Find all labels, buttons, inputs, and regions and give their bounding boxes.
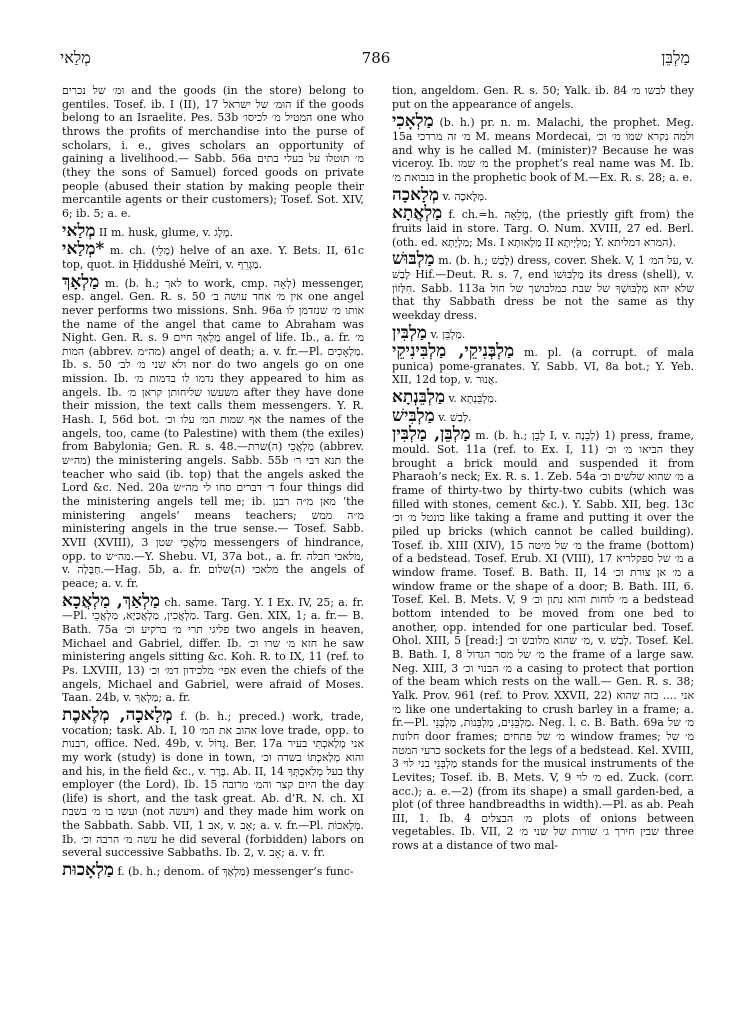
dictionary-entry [392, 184, 694, 205]
dictionary-entry [392, 387, 694, 408]
dictionary-entry [392, 84, 694, 111]
entry-headword: מַלְבֵּן, מַלְבִּין [392, 424, 471, 445]
entry-text: f. (b. h.; preced.) work, trade, vocation; task. Ab. I, 10 אהוב את המ׳ love trade, opp. to רבנות, office. Ned. 49b, v. גָּדוֹל. Ber. 17a אני מְלַאכְתִּי בעיר my work (study) is done in town, והוא מְלַאכְתּוֹ בשדה וכ׳ and his, in the field &c., v. בָּרָר. Ab. II, 14 בעל מְלַאכְתְּךָ thy employer (the Lord). Ib. 15 היום קצר והמ׳ מרובה the day (life) is short, and the task great. Ab. d’R. N. ch. XI ועשו בו מ׳ בשבת (not ויעשה) and they made him work on the Sabbath. Sabb. VII, 1 אב, v. אָב; a. v. fr.—Pl. מְלָאכוֹת. Ib. עשה מ׳ הרבה וכ׳ he did several (forbidden) labors on several successive Sabbaths. Ib. 2, v. אָב; a. v. fr. [62, 709, 365, 860]
entry-headword: מַלְאָכִי [392, 111, 434, 132]
right-catchword: מַלְבֵּן [661, 48, 690, 67]
dictionary-entry [392, 111, 695, 184]
entry-text: v. מַלְבֵּן. [430, 327, 466, 341]
entry-text: (b. h.) pr. n. m. Malachi, the prophet. Meg. 15a מ׳ זה מרדכי M. means Mordecai, ולמה נקרא שמו מ׳ וכ׳ and why is he called M. (minister)? Because he was viceroy. Ib. מ׳ שמו the prophet’s real name was M. Ib. בנבואת מ׳ in the prophetic book of M.—Ex. R. s. 28; a. e. [392, 116, 695, 184]
entry-headword: מְלָאכָה, מְלֶאכֶת [62, 704, 173, 725]
dictionary-entry [392, 203, 694, 249]
entry-text: f. (b. h.; denom. of מַלְאָךְ) messenger’s func- [117, 865, 354, 879]
entry-text: v. מְלָאכָה. [442, 189, 488, 203]
entry-text: m. (b. h.; לָבֵן I, v. לְבֵנָה) 1) press, frame, mould. Sot. 11a (ref. to Ex. I, 11) הביאו מ׳ וכ׳ they brought a brick mould and suspended it from Pharaoh’s neck; Ex. R. s. 1. Zeb. 54a מ׳ שהוא שלשים וכ׳ a frame of thirty-two by thirty-two cubits (which was filled with stones, cement &c.). Y. Sabb. XII, beg. 13c כונטל מ׳ וכ׳ like taking a frame and putting it over the piled up bricks (which cannot be called building). Tosef. ib. XIII (XIV), 15 מ׳ של מיטה the frame (bottom) of a bedstead. Tosef. Erub. XI (VIII), 17 מ׳ של ספקלריא a window frame. Tosef. B. Bath. II, 14 מ׳ אן צורת וכ׳ a window frame or the shape of a door; B. Bath. III, 6. Tosef. Kel. B. Mets. V, 9 מ׳ לוחות והוא נתון וכ׳ a bedstead bottom intended to be moved from one bed to another, opp. intended for one particular bed. Tosef. Ohol. XIII, 5 [read:] מ׳ שהוא מלובש וכ׳, v. לָבַשׁ. Tosef. Kel. B. Bath. I, 8 מ׳ של מסר הגדול the frame of a large saw. Neg. XIII, 3 מ׳ הבנוי וכ׳ a casing to protect that portion of the beam which rests on the wall.— Gen. R. s. 38; Yalk. Prov. 961 (ref. to Prov. XXVII, 22) אני .... כזה שהוא מ׳ like one undertaking to crush barley in a frame; a. fr.—Pl. מַלְבֵּנִים, מַלְבֵּנוֹת, מַלְבְּנֵי. Neg. l. c. B. Bath. 69a מ׳ של חלונות door frames; מ׳ של פתחים window frames; מ׳ של כרעי המטה sockets for the legs of a bedstead. Kel. XVIII, 3 מַלְבְּנֵי בני לוי stands for the musical instruments of the Levites; Tosef. ib. B. Mets. V, 9 מ׳ לוי ed. Zuck. (corr. acc.); a. e.—2) (from its shape) a small garden-bed, a plot (of three handbreadths in width).—Pl. as ab. Peah III, 1. Ib. 4 מ׳ הבצלים plots of onions between vegetables. Ib. VII, 2 שבין חירך ג׳ שורות של שני מ׳ three rows at a distance of two mal- [392, 429, 695, 853]
entry-text: II m. husk, glume, v. מֶלֶג. [98, 225, 233, 239]
entry-headword: מַלְאֲתָא [392, 203, 443, 224]
dictionary-entry [392, 341, 694, 387]
entry-text: m. pl. (a corrupt. of mala punica) pome-granates. Y. Sabb. VI, 8a bot.; Y. Yeb. XII, 12d top, v. אֲנוּר. [392, 346, 694, 387]
left-column [62, 84, 364, 882]
dictionary-entry [62, 271, 365, 591]
entry-headword: מַלְבִּין [392, 322, 428, 343]
entry-text: f. ch.=h. מְלֵאָה, (the priestly gift from) the fruits laid in store. Targ. O. Num. XVIII, 27 ed. Berl. (oth. ed. מַלְיָתָא; Ms. I מַלְאוּתָא II מַלְיְיתָא; Y. המרא דמליתא). [392, 208, 694, 249]
entry-headword: מַלְאַךְ, מַלְאֲכָא [62, 590, 161, 611]
dictionary-entry [392, 424, 695, 853]
dictionary-entry [392, 322, 694, 343]
dictionary-entry [62, 239, 365, 271]
entry-text: m. ch. (מְלֵי) helve of an axe. Y. Bets. II, 61c top, quot. in Ḥiddushé Meïri, v. מַגְרֵף. [62, 244, 365, 271]
entry-text: v. מַלְבֵּנְתָא. [448, 392, 498, 406]
entry-headword: מַלְבִּישׁ [392, 405, 435, 426]
entry-headword: *מְלַאי [62, 239, 105, 260]
entry-headword: מַלְבְּנִיקֵי, מַלְבִּינִיקֵי [392, 341, 515, 362]
dictionary-entry [62, 704, 365, 860]
right-column [392, 84, 694, 856]
entry-headword: מַלְאָךְ [62, 271, 100, 292]
dictionary-entry [62, 860, 364, 881]
entry-text: m. (b. h.; לָבַשׁ) dress, cover. Shek. V, 1 על המ׳, v. לָבַשׁ Hif.—Deut. R. s. 7, end מַלְבּוּשׁוֹ its dress (shell), v. חִלָּזוֹן. Sabb. 113a שלא יהא מַלְבּוּשְׁךָ של שבת כמלבושך של חול that thy Sabbath dress be not the same as thy weekday dress. [392, 254, 694, 322]
left-catchword: מְלַאי [60, 48, 91, 67]
entry-text: m. (b. h.; לאך to work, cmp. לְאָה) messenger, esp. angel. Gen. R. s. 50 אין מ׳ אחד עושה ב׳ one angel never performs two missions. Snh. 96a אותו מ׳ שנזדמן לו the name of the angel that came to Abraham was Night. Gen. R. s. 9 מַלְאַךְ חיים angel of life. Ib., a. fr. מ׳ המות (abbrev. מה״מ) angel of death; a. v. fr.—Pl. מַלְאָכִים. Ib. s. 50 ולא שני מ׳ לב׳ nor do two angels go on one mission. Ib. נדמו לו בדמות מ׳ they appeared to him as angels. Ib. משעשו שליחותן קראן מ׳ after they have done their mission, the text calls them messengers. Y. R. Hash. I, 56d bot. אף שמות המ׳ עלו וכ׳ the names of the angels, too, came (to Palestine) with them (the exiles) from Babylonia; Gen. R. s. 48.—מַלְאֲכֵי (ה)שרת (abbrev. מה״ש) the ministering angels. Sabb. 55b תנא דבי ר׳ the teacher who said (ib. top) that the angels asked the Lord &c. Ned. 20a ד׳ דברים סחו לי מה״ש four things did the ministering angels tell me; ib. מאן מ״ה רבנן ‘the ministering angels’ means teachers; מ״ה ממש ministering angels in the true sense.— Tosef. Sabb. XVII (XVIII), 3 מַלְאֲכֵי שטן messengers of hindrance, opp. to מה״ש.—Y. Shebu. VI, 37a bot., a. fr. מלאכי חבלה, v. חַבָּלָה.—Hag. 5b, a. fr. מלאכי (ה)שלום the angels of peace; a. v. fr. [62, 276, 365, 590]
dictionary-entry [392, 249, 694, 322]
page-number: 786 [361, 49, 391, 67]
page-header [60, 48, 690, 70]
entry-headword: מַלְאָכוּת [62, 860, 114, 881]
dictionary-entry [62, 84, 364, 221]
entry-headword: מְלָאכָה [392, 184, 440, 205]
entry-text: ch. same. Targ. Y. I Ex. IV, 25; a. fr.—Pl. מַלְאֲכִין, מַלְאֲכַיָּא, מַלְאֲכֵי. Targ. Gen. XIX, 1; a. fr.— B. Bath. 75a פליגי תרי מ׳ ברקיע וכ׳ two angels in heaven, Michael and Gabriel, differ. Ib. חזא מ׳ שרו וכ׳ he saw ministering angels sitting &c. Koh. R. to IX, 11 (ref. to Ps. LXVIII, 13) אפי׳ מלכידון דמ׳ וכ׳ even the chiefs of the angels, Michael and Gabriel, were afraid of Moses. Taan. 24b, v. מַלְאַךְ; a. fr. [62, 595, 365, 705]
dictionary-entry [62, 220, 364, 241]
entry-text: tion, angeldom. Gen. R. s. 50; Yalk. ib. 84 לבשו מ׳ they put on the appearance of angels. [392, 84, 694, 111]
dictionary-entry [62, 590, 365, 705]
entry-headword: מְלַאי [62, 220, 96, 241]
entry-text: v. לָבַשׁ. [438, 410, 472, 424]
entry-headword: מַלְבֵּנְתָא [392, 387, 446, 408]
dictionary-entry [392, 405, 694, 426]
entry-headword: מַלְבּוּשׁ [392, 249, 435, 270]
entry-text: וּמ׳ של נכרים and the goods (in the store) belong to gentiles. Tosef. ib. I (II), 17 הוּמ׳ של ישראל if the goods belong to an Israelite. Pes. 53b המטיל מ׳ לכיסו׳ one who throws the profits of merchandise into the purse of scholars, i. e., gives scholars an opportunity of gaining a livelihood.— Sabb. 56a מ׳ תוטלו על בעלי בתים (they the sons of Samuel) forced goods on private people (abused their station by making people their mercantile agents or their customers); Tosef. Sot. XIV, 6; ib. 5; a. e. [62, 84, 365, 220]
